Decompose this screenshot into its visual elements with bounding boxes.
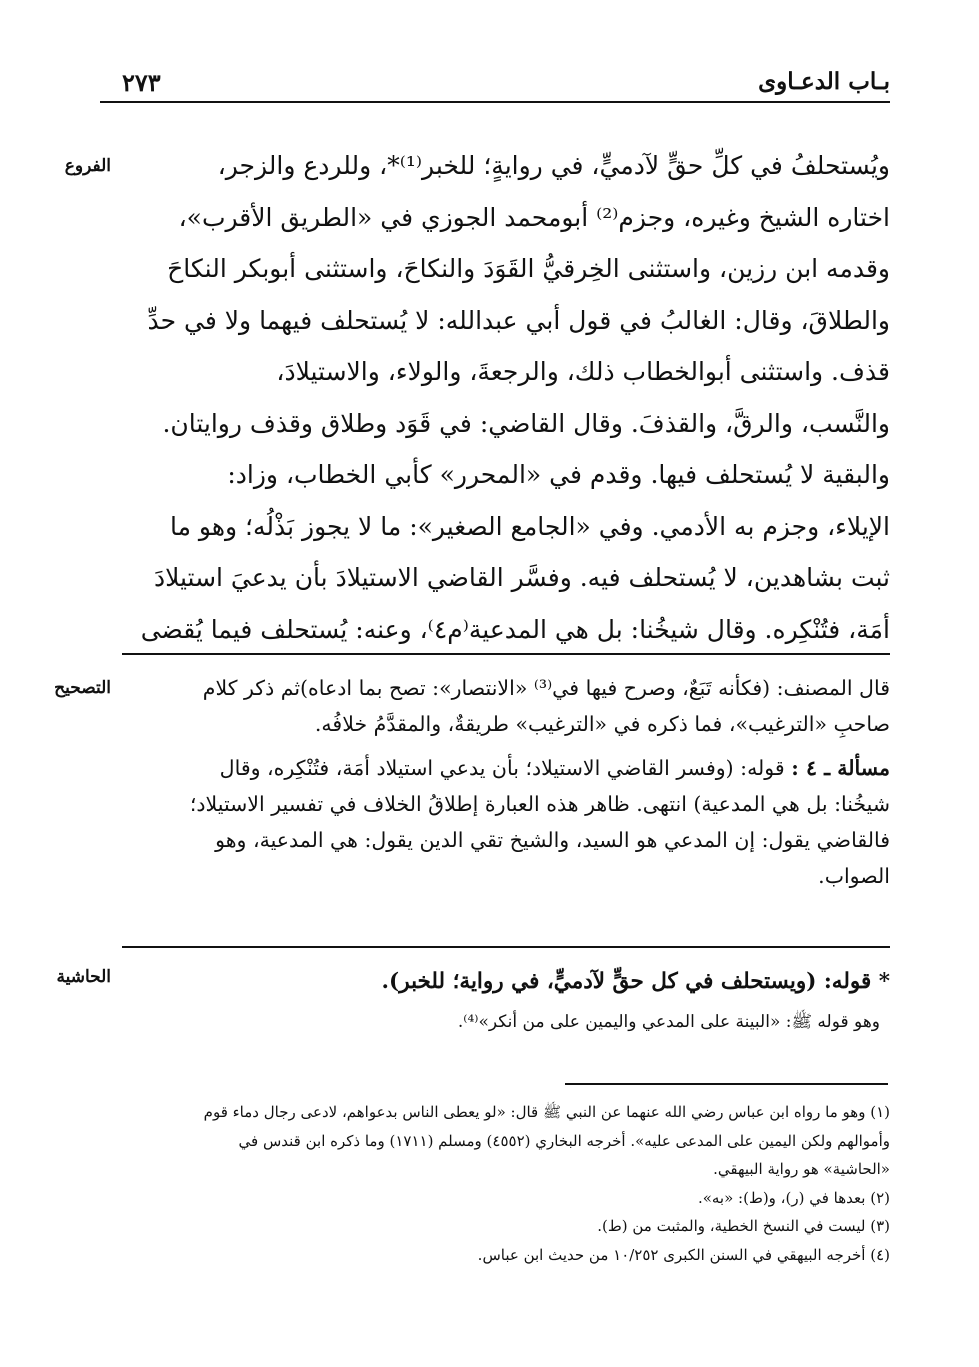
footnote-line: (١) وهو ما رواه ابن عباس رضي الله عنهما عن النبي ﷺ قال: «لو يعطى الناس بدعواهم، لادعى رجال دماء قوم <box>203 1103 890 1121</box>
hashiya-text: وهو قوله ﷺ: «البينة على المدعي واليمين على من أنكر»⁽⁴⁾. <box>457 1012 880 1032</box>
footnote-line: وأموالهم ولكن اليمين على المدعى عليه». أخرجه البخاري (٤٥٥٢) ومسلم (١٧١١) وما ذكره ابن قندس في <box>238 1131 890 1150</box>
tashih-line: صاحبِ «الترغيب»، فما ذكره في «الترغيب» طريقةٌ، والمقدَّمُ خلافُه. <box>314 712 890 736</box>
main-line: ثبت بشاهدين، لا يُستحلف فيه. وفسَّر القاضي الاستيلادَ بأن يدعيَ استيلادَ <box>153 563 890 592</box>
hashiya-section <box>122 962 890 1042</box>
masala-text: قوله: (وفسر القاضي الاستيلاد؛ بأن يدعي استيلاد أمَة، فتُنْكِره، وقال <box>219 756 785 780</box>
footnote-line: (٤) أخرجه البيهقي في السنن الكبرى ١٠/٢٥٢ من حديث ابن عباس. <box>477 1245 890 1264</box>
main-line: الإيلاء، وجزم به الأدمي. وفي «الجامع الصغير»: ما لا يجوز بَذْلُه؛ وهو ما <box>169 511 890 541</box>
masala-line <box>122 750 890 786</box>
main-line: وقدمه ابن رزين، واستثنى الخِرقيُّ القَوَدَ والنكاحَ، واستثنى أبوبكر النكاحَ <box>167 254 890 283</box>
main-line: ويُستحلفُ في كلِّ حقٍّ لآدميٍّ، في روايةٍ؛ للخبر⁽¹⁾*، وللردع والزجر، <box>217 151 890 180</box>
spacer <box>122 742 890 750</box>
hashiya-heading: * قوله: (ويستحلف في كل حقٍّ لآدميٍّ، في رواية؛ للخبر). <box>381 969 890 994</box>
main-line: والطلاقَ، وقال: الغالبُ في قول أبي عبدالله: لا يُستحلف فيهما ولا في حدِّ <box>147 305 890 335</box>
page-header <box>100 60 890 100</box>
tashih-section <box>122 670 890 894</box>
chapter-title: بـاب الدعـاوى <box>758 68 890 95</box>
main-text <box>122 140 890 655</box>
main-line: قذف. واستثنى أبوالخطاب ذلك، والرجعةَ، والولاء، والاستيلادَ، <box>276 357 890 386</box>
header-rule <box>100 101 890 103</box>
main-line: والبقية لا يُستحلف فيها. وقدم في «المحرر» كأبي الخطاب، وزاد: <box>227 460 890 489</box>
main-line: والنَّسب، والرقَّ، والقذفَ. وقال القاضي: في قَوَد وطلاق وقذف روايتان. <box>162 408 890 438</box>
tashih-line: قال المصنف: (فكأنه تَبَعٌ، وصرح فيها في⁽³⁾ «الانتصار»: تصح بما ادعاه)ثم ذكر كلام <box>202 676 890 700</box>
main-line: أمَة، فتُنْكِره. وقال شيخُنا: بل هي المدعية⁽م٤⁾، وعنه: يُستحلف فيما يُقضى <box>140 614 890 644</box>
main-line: اختاره الشيخ وغيره، وجزم⁽²⁾ أبومحمد الجوزي في «الطريق الأقرب»، <box>178 202 890 232</box>
side-label-hashiya: الحاشية <box>56 967 111 987</box>
masala-line: شيخُنا: بل هي المدعية) انتهى. ظاهر هذه العبارة إطلاقُ الخلاف في تفسير الاستيلاد؛ <box>189 792 890 816</box>
section-divider <box>122 653 890 655</box>
section-divider <box>122 946 890 948</box>
masala-line: فالقاضي يقول: إن المدعي هو السيد، والشيخ تقي الدين يقول: هي المدعية، وهو <box>215 828 890 852</box>
footnote-line: «الحاشية» هو رواية البيهقي. <box>713 1160 890 1178</box>
footnotes <box>122 1098 890 1269</box>
side-label-furu: الفروع <box>64 156 111 176</box>
side-label-tashih: التصحيح <box>54 678 111 698</box>
masala-label: مسألة ـ ٤ : <box>791 756 890 780</box>
page-number: ٢٧٣ <box>122 68 161 97</box>
footnote-line: (٣) ليست في النسخ الخطية، والمثبت من (ط). <box>597 1217 890 1235</box>
footnote-line: (٢) بعدها في (ر)، و(ط): «به». <box>697 1188 890 1207</box>
footnote-rule <box>565 1083 888 1085</box>
masala-line: الصواب. <box>818 864 890 888</box>
